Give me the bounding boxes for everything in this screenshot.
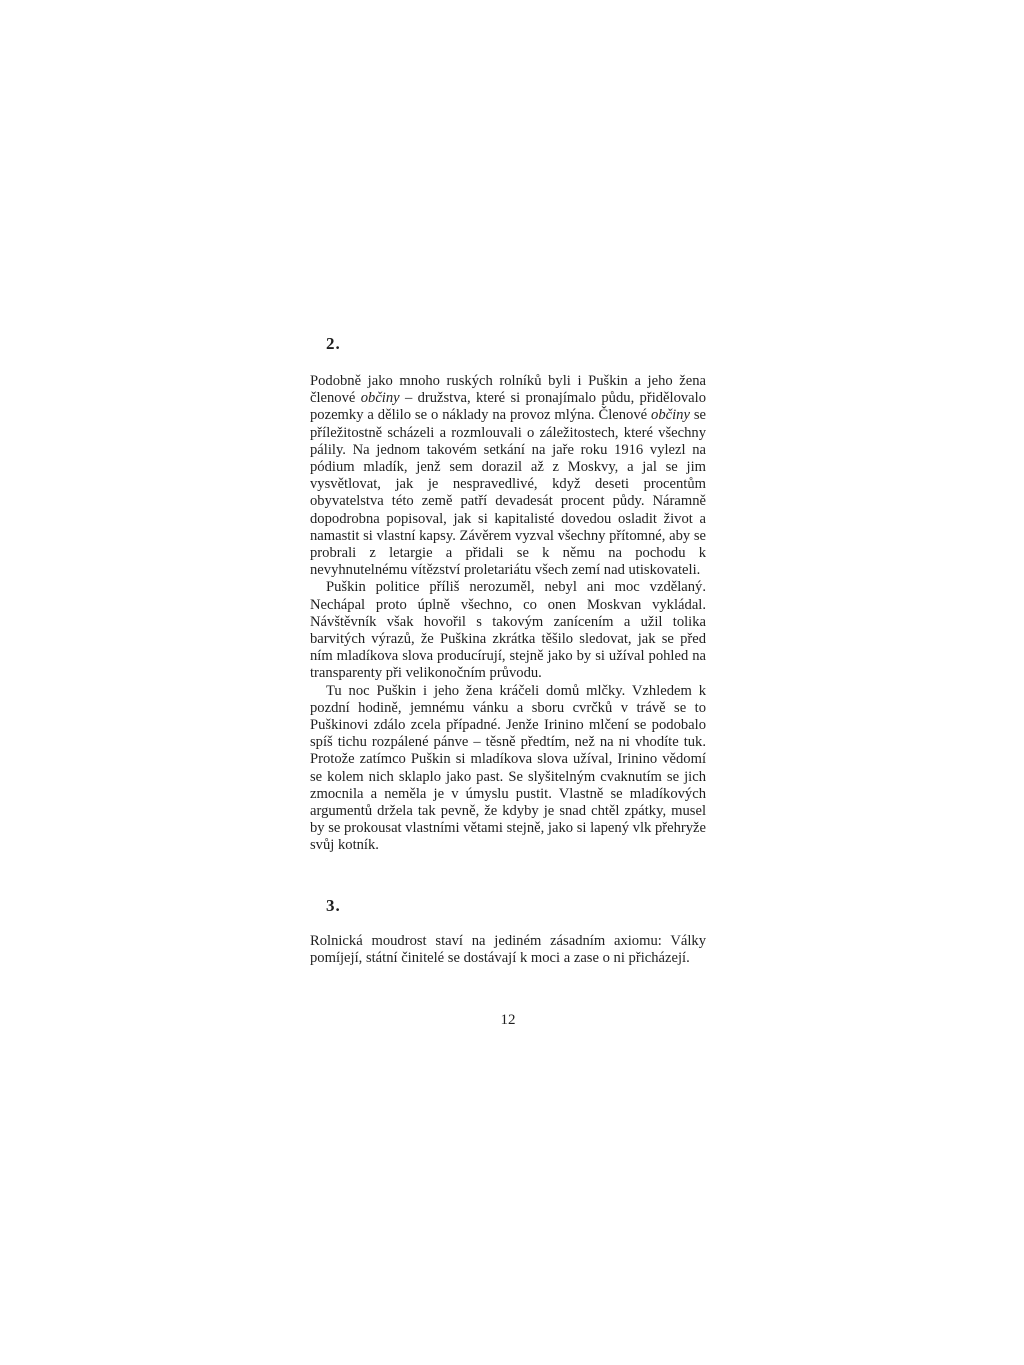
paragraph-3: Tu noc Puškin i jeho žena kráčeli domů mlčky. Vzhledem k pozdní hodině, jemnému vánku a sboru cvrčků v trávě se to Puškinovi zdálo zcela případné. Jenže Irinino mlčení se podobalo spíš tichu rozpálené pánve – těsně předtím, než na ni vhodíte tuk. Protože zatímco Puškin si mladíkova slova užíval, Irinino vědomí se kolem nich sklaplo jako past. Se slyšitelným cvaknutím se jich zmocnila a neměla je v úmyslu pustit. Vlastně se mladíkových argumentů držela tak pevně, že kdyby je snad chtěl zpátky, musel by se prokousat vlastními větami stejně, jako si lapený vlk přehryže svůj kotník.	[310, 682, 706, 854]
paragraph-1-text-b: – družstva, které si pronajímalo půdu, přidělovalo pozemky a dělilo se o náklady na provoz mlýna. Členové	[310, 390, 707, 424]
term-obciny: občiny	[651, 407, 690, 424]
page-body	[310, 333, 706, 967]
paragraph-4: Rolnická moudrost staví na jediném zásadním axiomu: Války pomíjejí, státní činitelé se dostávají k moci a zase o ni přicházejí.	[310, 932, 706, 966]
section-number-3: 3.	[326, 895, 341, 915]
section-number-2: 2.	[326, 334, 341, 353]
paragraph-1-text-a: Podobně jako mnoho ruských rolníků byli i Puškin a jeho žena členové	[310, 373, 706, 407]
paragraph-1-text-c: se příležitostně scházeli a rozmlouvali o záležitostech, které všechny pálily. Na jednom takovém setkání na jaře roku 1916 vylezl na pódium mladík, jenž sem dorazil až z Moskvy, a jal se jim vysvětlovat, jak je nespravedlivé, když deseti procentům obyvatelstva této země patří devadesát procent půdy. Náramně dopodrobna popisoval, jak si kapitalisté dovedou osladit život a namastit si vlastní kapsy. Závěrem vyzval všechny přítomné, aby se probrali z letargie a přidali se k němu na pochodu k nevyhnutelnému vítězství proletariátu všech zemí nad utiskovateli.	[310, 407, 706, 579]
term-obciny: občiny	[360, 390, 400, 407]
page-number: 12	[500, 1012, 516, 1028]
paragraph-1	[310, 373, 706, 579]
paragraph-2: Puškin politice příliš nerozuměl, nebyl ani moc vzdělaný. Nechápal proto úplně všechno, co onen Moskvan vykládal. Návštěvník však hovořil s takovým zanícením a užil tolika barvitých výrazů, že Puškina zkrátka těšilo sledovat, jak se před ním mladíkova slova producírují, stejně jako by si užíval pohled na transparenty při velikonočním průvodu.	[310, 579, 706, 682]
